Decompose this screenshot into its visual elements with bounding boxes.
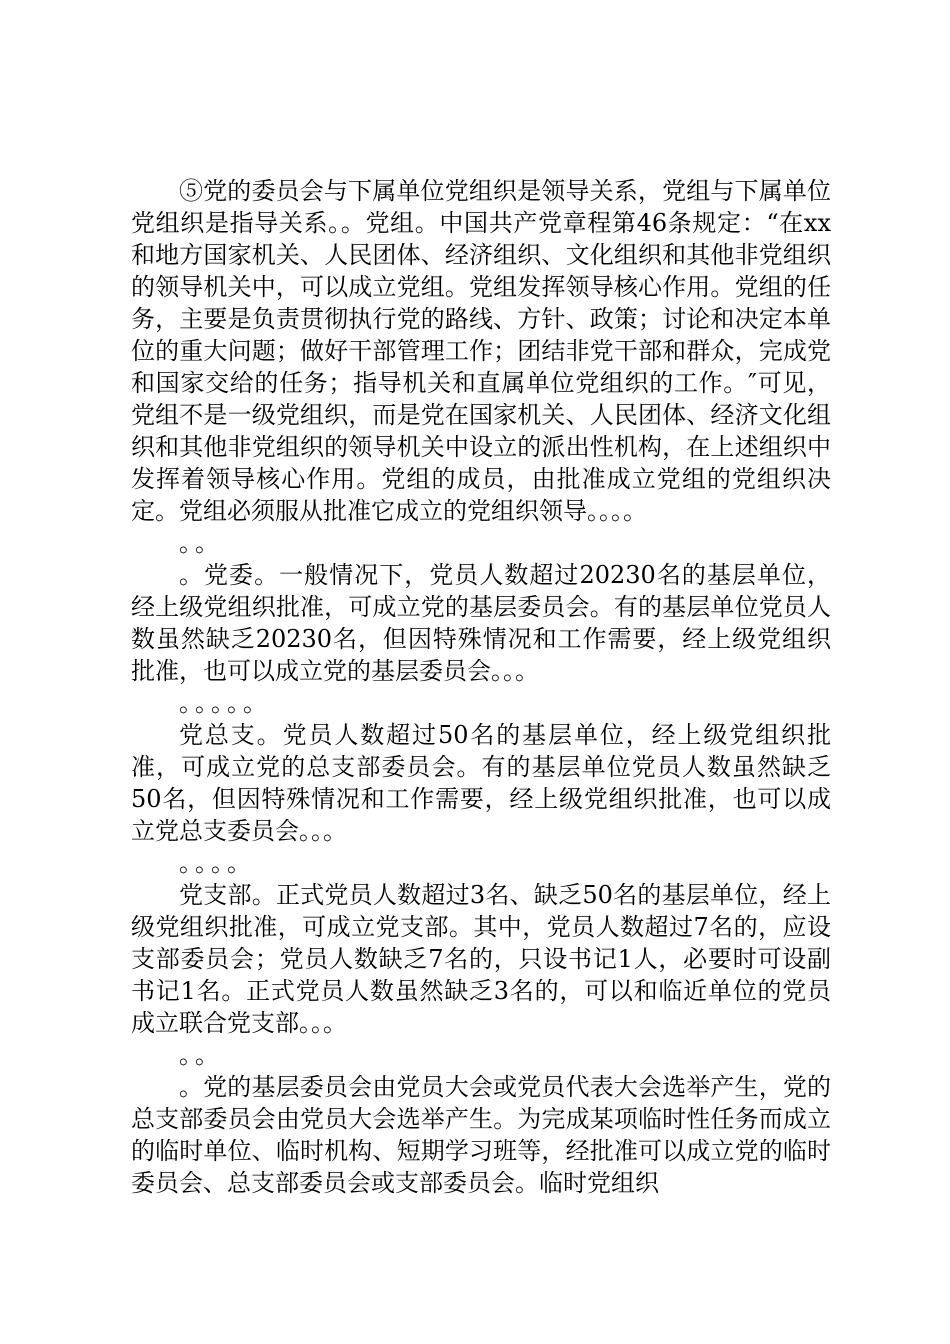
paragraph-election: 。党的基层委员会由党员大会或党员代表大会选举产生，党的总支部委员会由党员大会选举产生。为完成某项临时性任务而成立的临时单位、临时机构、短期学习班等，经批准可以成立党的临时委员会、总支部委员会或支部委员会。临时党组织 bbox=[131, 1073, 831, 1197]
paragraph-dangwei: 。党委。一般情况下，党员人数超过20230名的基层单位，经上级党组织批准，可成立党的基层委员会。有的基层单位党员人数虽然缺乏20230名，但因特殊情况和工作需要，经上级党组织批准，也可以成立党的基层委员会。。。 bbox=[131, 561, 831, 685]
document-body bbox=[131, 175, 831, 1199]
separator-dots: 。。。。。 bbox=[179, 689, 271, 717]
paragraph-dangzongzhi: 党总支。党员人数超过50名的基层单位，经上级党组织批准，可成立党的总支部委员会。有的基层单位党员人数虽然缺乏50名，但因特殊情况和工作需要，经上级党组织批准，也可以成立党总支委员会。。。 bbox=[131, 721, 831, 845]
paragraph-dangzu: ⑤党的委员会与下属单位党组织是领导关系，党组与下属单位党组织是指导关系。。党组。中国共产党章程第46条规定：“在xx和地方国家机关、人民团体、经济组织、文化组织和其他非党组织的领导机关中，可以成立党组。党组发挥领导核心作用。党组的任务，主要是负责贯彻执行党的路线、方针、政策；讨论和决定本单位的重大问题；做好干部管理工作；团结非党干部和群众，完成党和国家交给的任务；指导机关和直属单位党组织的工作。″可见，党组不是一级党组织，而是党在国家机关、人民团体、经济文化组织和其他非党组织的领导机关中设立的派出性机构，在上述组织中发挥着领导核心作用。党组的成员，由批准成立党组的党组织决定。党组必须服从批准它成立的党组织领导。。。。 bbox=[131, 177, 831, 525]
paragraph-dangzhibu: 党支部。正式党员人数超过3名、缺乏50名的基层单位，经上级党组织批准，可成立党支部。其中，党员人数超过7名的，应设支部委员会；党员人数缺乏7名的，只设书记1人，必要时可设副书记1名。正式党员人数虽然缺乏3名的，可以和临近单位的党员成立联合党支部。。。 bbox=[131, 881, 831, 1037]
separator-dots: 。。 bbox=[179, 529, 223, 557]
separator-dots: 。。。。 bbox=[179, 849, 255, 877]
separator-dots: 。。 bbox=[179, 1041, 223, 1069]
